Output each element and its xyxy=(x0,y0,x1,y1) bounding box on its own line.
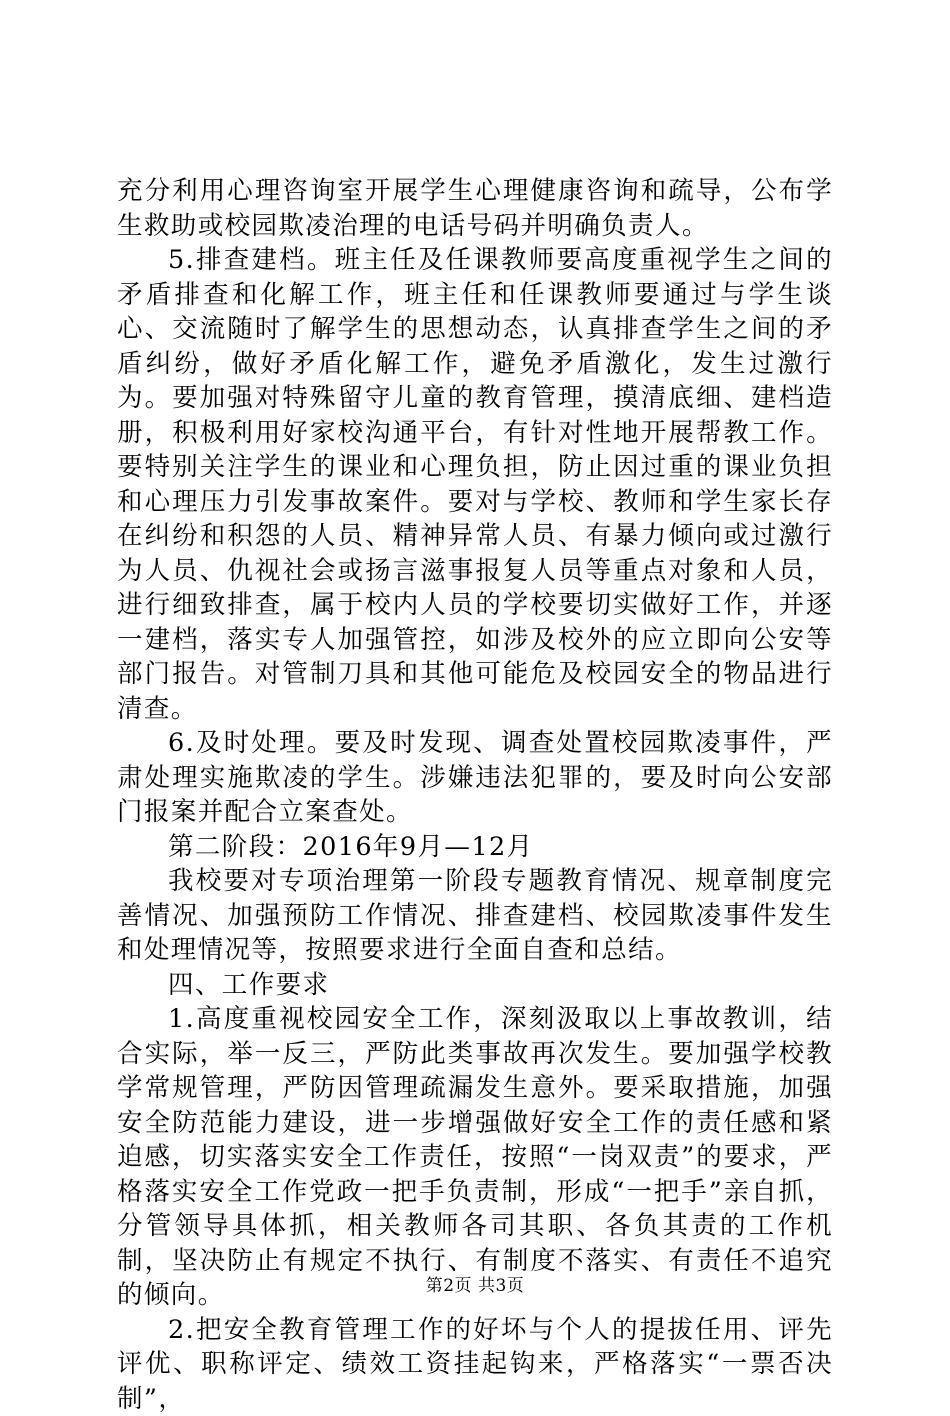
page-number-footer: 第2页 共3页 xyxy=(0,1275,950,1297)
paragraph-item-6: 6.及时处理。要及时发现、调查处置校园欺凌事件，严肃处理实施欺凌的学生。涉嫌违法犯罪的，要及时向公安部门报案并配合立案查处。 xyxy=(117,726,833,830)
paragraph-continuation: 充分利用心理咨询室开展学生心理健康咨询和疏导，公布学生救助或校园欺凌治理的电话号码并明确负责人。 xyxy=(117,174,833,243)
paragraph-stage-two-heading: 第二阶段：2016年9月—12月 xyxy=(117,830,833,865)
section-heading-work-requirements: 四、工作要求 xyxy=(117,968,833,1003)
paragraph-requirement-1: 1.高度重视校园安全工作，深刻汲取以上事故教训，结合实际，举一反三，严防此类事故再次发生。要加强学校教学常规管理，严防因管理疏漏发生意外。要采取措施，加强安全防范能力建设，进一步增强做好安全工作的责任感和紧迫感，切实落实安全工作责任，按照“一岗双责”的要求，严格落实安全工作党政一把手负责制，形成“一把手”亲自抓，分管领导具体抓，相关教师各司其职、各负其责的工作机制，坚决防止有规定不执行、有制度不落实、有责任不追究的倾向。 xyxy=(117,1002,833,1313)
paragraph-requirement-2: 2.把安全教育管理工作的好坏与个人的提拔任用、评先评优、职称评定、绩效工资挂起钩来，严格落实“一票否决制”， xyxy=(117,1313,833,1416)
paragraph-item-5: 5.排查建档。班主任及任课教师要高度重视学生之间的矛盾排查和化解工作，班主任和任课教师要通过与学生谈心、交流随时了解学生的思想动态，认真排查学生之间的矛盾纠纷，做好矛盾化解工作，避免矛盾激化，发生过激行为。要加强对特殊留守儿童的教育管理，摸清底细、建档造册，积极利用好家校沟通平台，有针对性地开展帮教工作。要特别关注学生的课业和心理负担，防止因过重的课业负担和心理压力引发事故案件。要对与学校、教师和学生家长存在纠纷和积怨的人员、精神异常人员、有暴力倾向或过激行为人员、仇视社会或扬言滋事报复人员等重点对象和人员，进行细致排查，属于校内人员的学校要切实做好工作，并逐一建档，落实专人加强管控，如涉及校外的应立即向公安等部门报告。对管制刀具和其他可能危及校园安全的物品进行清查。 xyxy=(117,243,833,726)
document-body xyxy=(117,174,833,1416)
paragraph-stage-two-body: 我校要对专项治理第一阶段专题教育情况、规章制度完善情况、加强预防工作情况、排查建档、校园欺凌事件发生和处理情况等，按照要求进行全面自查和总结。 xyxy=(117,864,833,968)
